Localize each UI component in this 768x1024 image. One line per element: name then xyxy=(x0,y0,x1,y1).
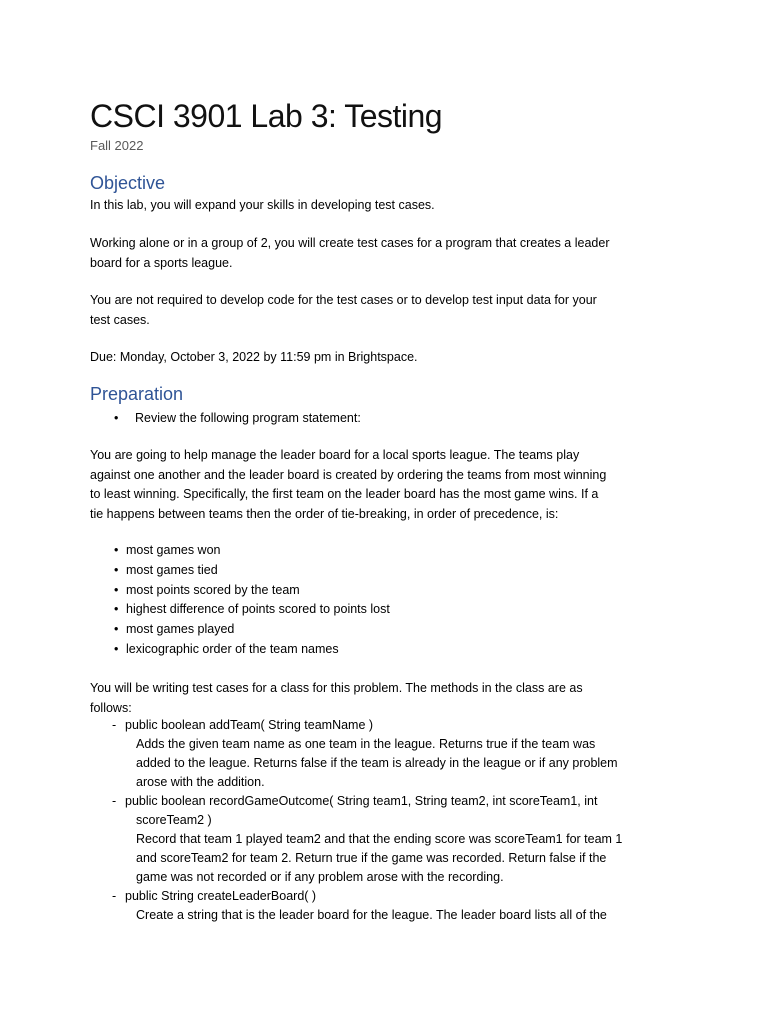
methods-intro xyxy=(90,679,690,718)
text-line: and scoreTeam2 for team 2. Return true if the game was recorded. Return false if the xyxy=(136,851,607,865)
list-item: • highest difference of points scored to points lost xyxy=(114,600,390,620)
list-item: • most games tied xyxy=(114,561,390,581)
method-signature-add-team: - public boolean addTeam( String teamName ) xyxy=(112,716,373,735)
text-line: Create a string that is the leader board for the league. The leader board lists all of the xyxy=(136,908,607,922)
objective-paragraph-1 xyxy=(90,196,690,216)
page-subtitle: Fall 2022 xyxy=(90,138,144,153)
due-date xyxy=(90,348,690,368)
text-line: test cases. xyxy=(90,312,150,327)
dash-icon: - xyxy=(112,794,117,808)
dash-icon: - xyxy=(112,889,117,903)
preparation-bullet xyxy=(114,409,361,428)
program-statement xyxy=(90,446,690,524)
bullet-icon: • xyxy=(114,411,119,425)
list-item: • lexicographic order of the team names xyxy=(114,640,390,660)
text-line: You will be writing test cases for a class for this problem. The methods in the class are as xyxy=(90,681,583,695)
method-signature-record-game: - public boolean recordGameOutcome( String team1, String team2, int scoreTeam1, int xyxy=(112,792,597,811)
text-line: scoreTeam2 ) xyxy=(136,813,212,827)
preparation-heading: Preparation xyxy=(90,384,184,404)
tiebreaker-list xyxy=(114,541,390,660)
dash-icon: - xyxy=(112,718,117,732)
page-title: CSCI 3901 Lab 3: Testing xyxy=(90,98,443,134)
text-line: arose with the addition. xyxy=(136,775,265,789)
text-line: board for a sports league. xyxy=(90,255,233,270)
objective-paragraph-2 xyxy=(90,234,690,273)
text-line: Due: Monday, October 3, 2022 by 11:59 pm in Brightspace. xyxy=(90,350,418,364)
text-line: added to the league. Returns false if the team is already in the league or if any problem xyxy=(136,756,618,770)
text-line: Record that team 1 played team2 and that the ending score was scoreTeam1 for team 1 xyxy=(136,832,623,846)
text-line: You are not required to develop code for the test cases or to develop test input data for your xyxy=(90,293,597,307)
text-line: tie happens between teams then the order of tie-breaking, in order of precedence, is: xyxy=(90,506,559,521)
method-description-add-team xyxy=(136,735,696,792)
method-description-create-leader-board xyxy=(136,906,696,925)
objective-paragraph-3 xyxy=(90,291,690,330)
text-line: You are going to help manage the leader board for a local sports league. The teams play xyxy=(90,448,580,462)
text-line: game was not recorded or if any problem arose with the recording. xyxy=(136,870,504,884)
method-description-record-game xyxy=(136,811,696,887)
text-line: Adds the given team name as one team in the league. Returns true if the team was xyxy=(136,737,596,751)
objective-heading: Objective xyxy=(90,173,166,193)
method-signature-create-leader-board: - public String createLeaderBoard( ) xyxy=(112,887,316,906)
bullet-text: Review the following program statement: xyxy=(135,411,361,425)
list-item: • most games won xyxy=(114,541,390,561)
text-line: to least winning. Specifically, the first team on the leader board has the most game wins. If a xyxy=(90,487,599,501)
text-line: against one another and the leader board is created by ordering the teams from most winning xyxy=(90,467,607,482)
text-line: Working alone or in a group of 2, you will create test cases for a program that creates a leader xyxy=(90,236,610,250)
list-item: • most games played xyxy=(114,620,390,640)
text-line: follows: xyxy=(90,700,132,715)
list-item: • most points scored by the team xyxy=(114,581,390,601)
text-line: In this lab, you will expand your skills in developing test cases. xyxy=(90,198,435,212)
